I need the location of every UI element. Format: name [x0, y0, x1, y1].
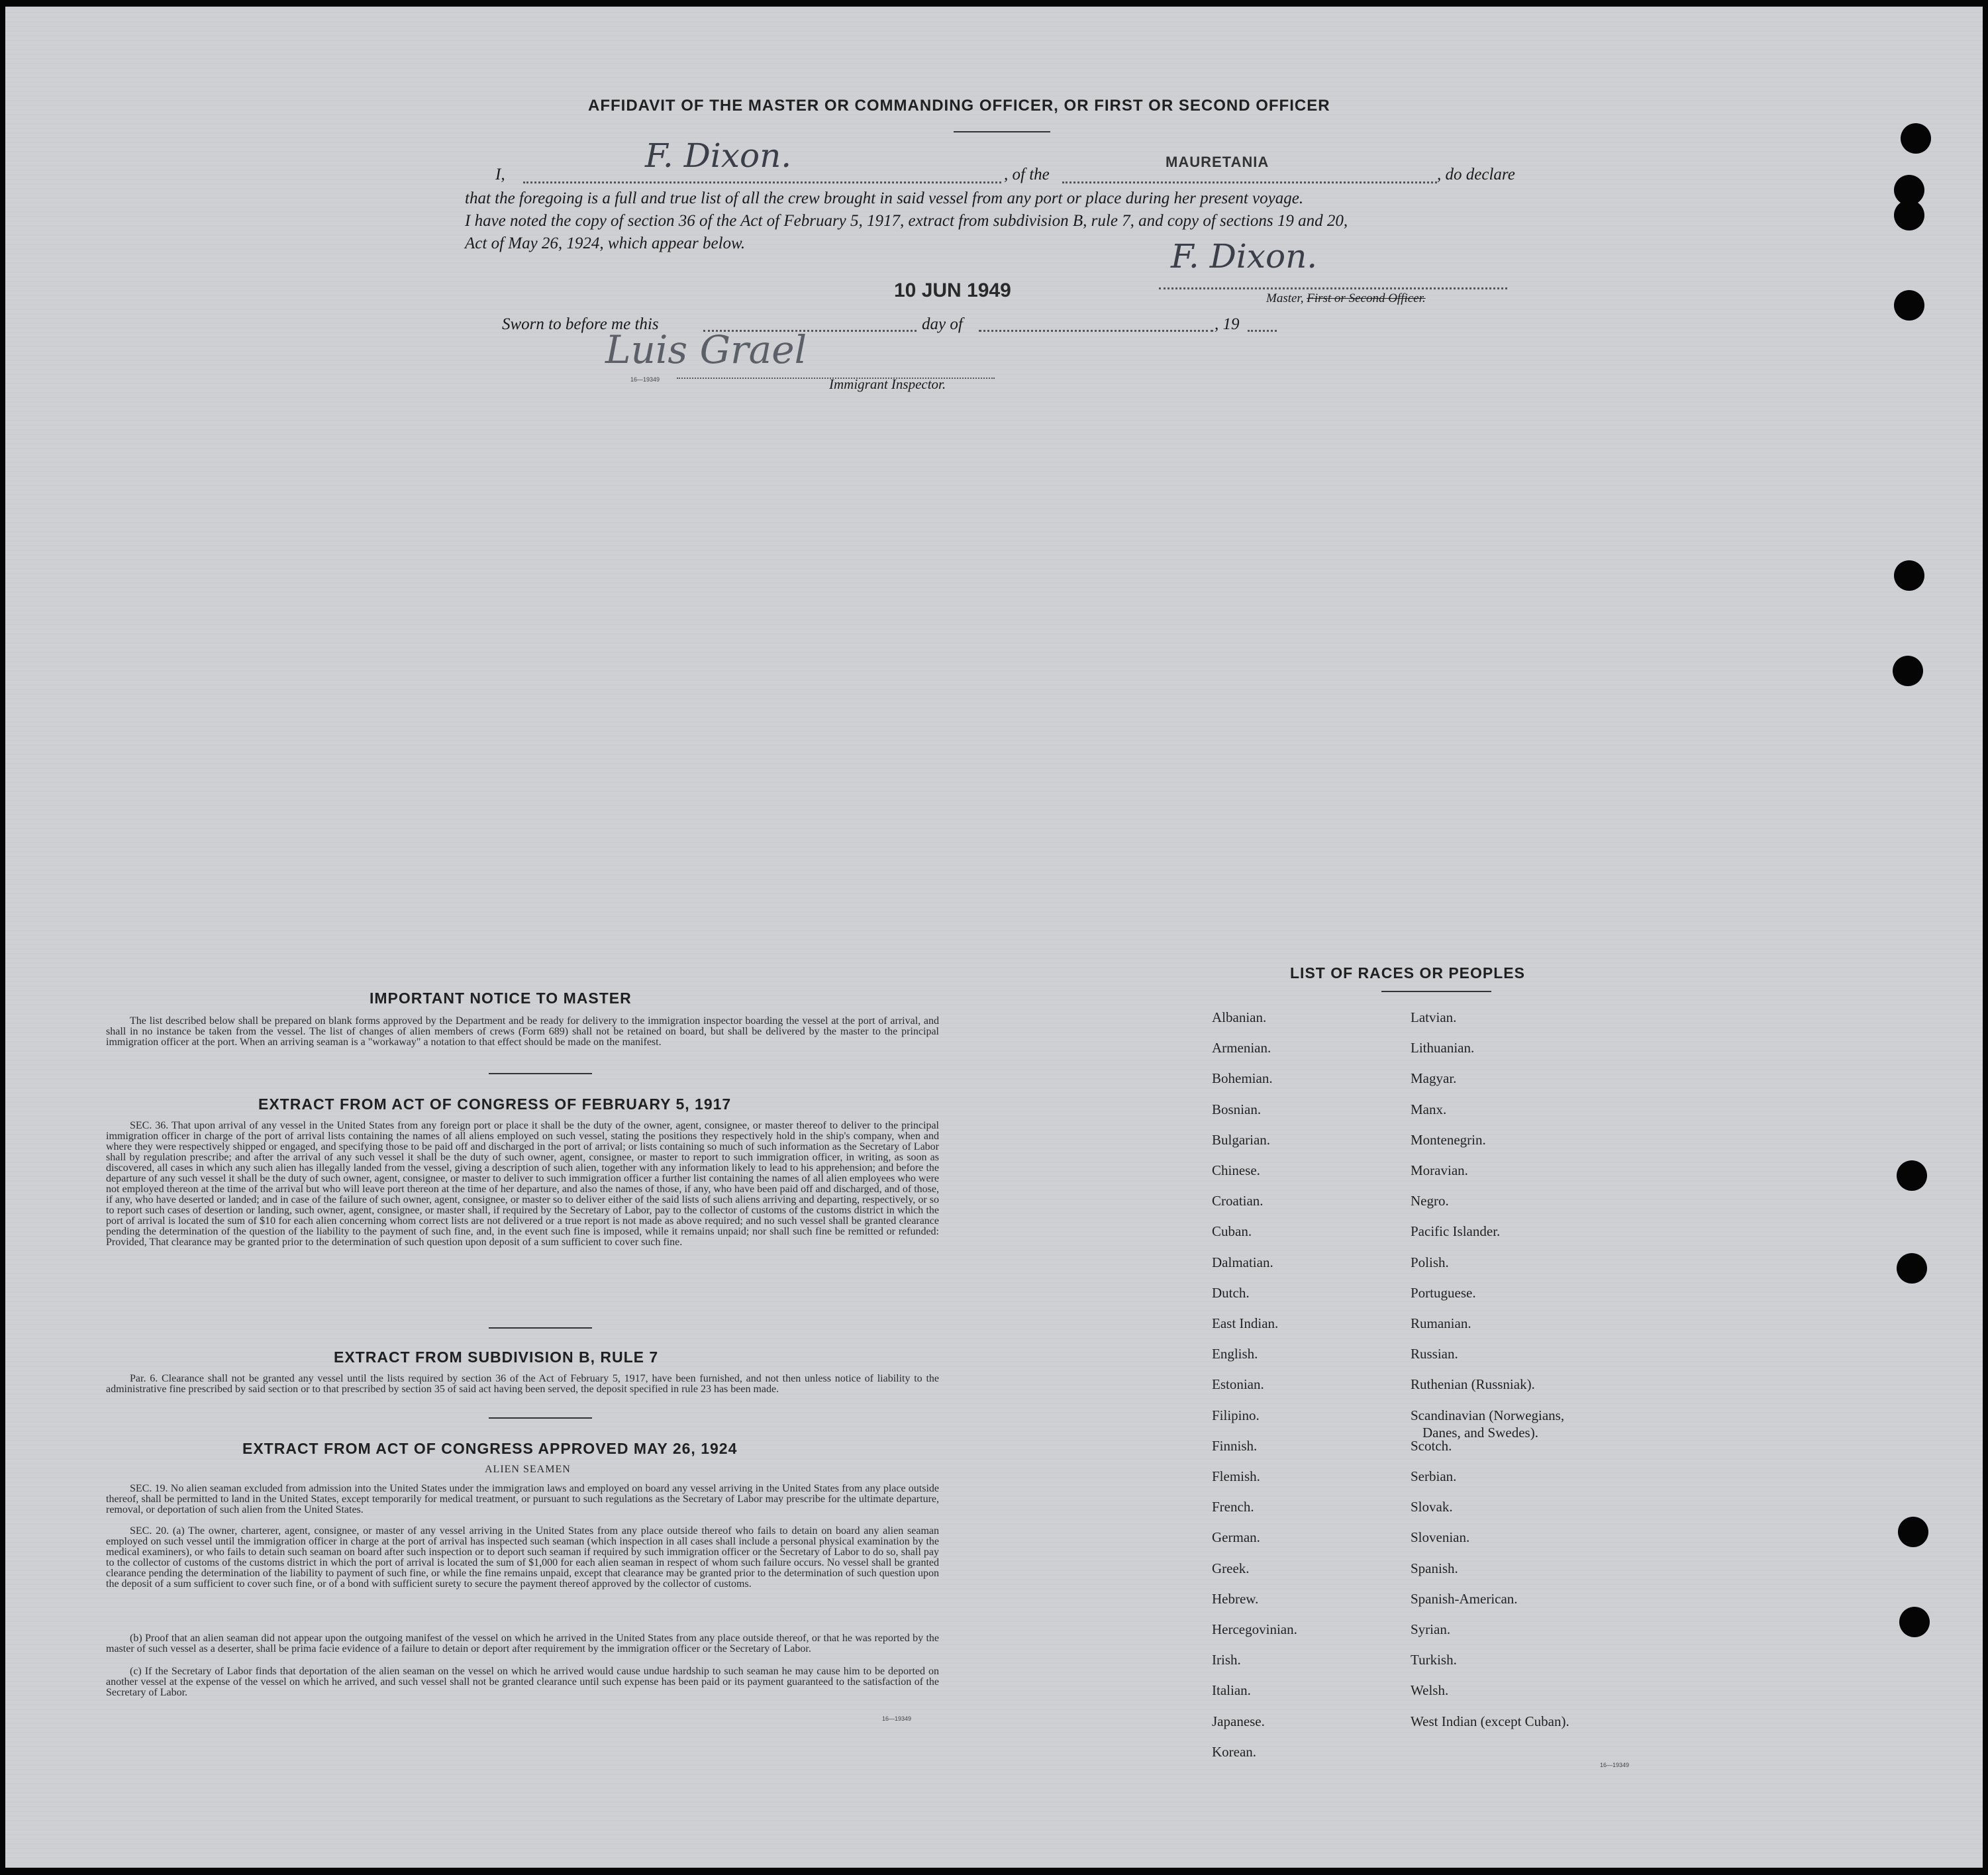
punch-hole [1894, 200, 1924, 230]
struck-caption-text: First or Second Officer. [1307, 291, 1426, 305]
punch-hole [1894, 560, 1924, 591]
sworn-year-line [1248, 322, 1277, 332]
race-item: Japanese. [1212, 1713, 1265, 1729]
race-item: Slovak. [1411, 1499, 1453, 1515]
affidavit-title-rule [954, 131, 1050, 132]
punch-hole [1894, 290, 1924, 321]
affidavit-line-1: that the foregoing is a full and true list of all the crew brought in said vessel from any port or place during her present voyage. [465, 189, 1304, 207]
race-item: Croatian. [1212, 1193, 1264, 1209]
race-item: Filipino. [1212, 1407, 1260, 1423]
officer-name-signature: F. Dixon. [645, 136, 792, 175]
race-item: Scotch. [1411, 1437, 1452, 1454]
race-item: West Indian (except Cuban). [1411, 1713, 1569, 1729]
race-item: Korean. [1212, 1743, 1257, 1760]
master-signature-line [1159, 281, 1507, 289]
of-the-label: , of the [1004, 166, 1050, 183]
notice-body: The list described below shall be prepared on blank forms approved by the Department and be ready for delivery to the immigration inspector boarding the vessel at the port of arrival, and shall in no instance be taken from the vessel. The list of changes of alien members of crews (Form 689) shall not be retained on board, but shall be delivered by the master to the principal immigration officer at the port. When an arriving seaman is a "workaway" a notation to that effect should be made on the manifest. [106, 1015, 939, 1048]
race-item: Spanish-American. [1411, 1590, 1518, 1607]
race-item: Hercegovinian. [1212, 1621, 1297, 1637]
race-item: Bulgarian. [1212, 1131, 1271, 1148]
extract-1924-subtitle: ALIEN SEAMEN [485, 1464, 571, 1475]
extract-1917-body: SEC. 36. That upon arrival of any vessel in the United States from any foreign port or place it shall be the duty of the owner, agent, consignee, or master thereof to deliver to the principal immigration officer in charge of the port of arrival lists containing the names of all aliens employed on such vessel, stating the positions they respectively hold in the ship's company, when and where they were respectively shipped or engaged, and specifying those to be paid off and discharged in the port of arrival; or lists containing so much of such information as the Secretary of Labor shall by regulation prescribe; and after the arrival of any such vessel it shall be the duty of such owner, agent, consignee, or master to report to such immigration officer, in writing, as soon as discovered, all cases in which any such alien has illegally landed from the vessel, giving a description of such alien, together with any information likely to lead to his apprehension; and before the departure of any such vessel it shall be the duty of such owner, agent, consignee, or master to deliver to such immigration officer a further list containing the names of all alien employees who were not employed thereon at the time of the arrival but who will leave port thereon at the time of her departure, and also the names of those, if any, who have been paid off and discharged, and of those, if any, who have deserted or landed; and in case of the failure of such owner, agent, consignee, or master so to deliver either of the said lists of such aliens arriving and departing, respectively, or so to report such cases of desertion or landing, such owner, agent, consignee, or master shall, if required by the Secretary of Labor, pay to the collector of customs of the customs district in which the port of arrival is located the sum of $10 for each alien concerning whom correct lists are not delivered or a true report is not made as above required; and no such vessel shall be granted clearance pending the determination of the question of the liability to the payment of such fine, and, in the event such fine is imposed, while it remains unpaid; nor shall such fine be remitted or refunded: Provided, That clearance may be granted prior to the determination of such question upon deposit of a sum sufficient to cover such fine. [106, 1120, 939, 1248]
race-item: Magyar. [1411, 1070, 1457, 1087]
race-item: Welsh. [1411, 1682, 1449, 1699]
race-item: Spanish. [1411, 1560, 1458, 1576]
sworn-month-line [979, 322, 1213, 332]
punch-hole [1899, 1607, 1930, 1637]
race-item: Moravian. [1411, 1162, 1468, 1178]
race-item: Turkish. [1411, 1652, 1457, 1668]
race-item: Serbian. [1411, 1468, 1457, 1484]
day-of-label: day of [922, 315, 963, 333]
race-item: Rumanian. [1411, 1315, 1471, 1331]
race-item: Negro. [1411, 1193, 1449, 1209]
races-title: LIST OF RACES OR PEOPLES [1290, 964, 1525, 982]
race-item: English. [1212, 1346, 1258, 1362]
race-item: East Indian. [1212, 1315, 1279, 1331]
race-item: Latvian. [1411, 1009, 1457, 1025]
year-label: , 19 [1215, 315, 1240, 333]
date-stamp: 10 JUN 1949 [894, 279, 1011, 301]
race-item: Lithuanian. [1411, 1040, 1475, 1056]
extract-1924-sec20a: SEC. 20. (a) The owner, charterer, agent, consignee, or master of any vessel arriving in the United States from any place outside thereof who fails to detain on board any alien seaman employed on such vessel until the immigration officer in charge at the port of arrival has inspected such seaman (which inspection in all cases shall include a personal physical examination by the medical examiners), or who fails to detain such seaman on board after such inspection or to deport such seaman if required by such immigration officer or the Secretary of Labor to do so, shall pay to the collector of customs of the customs district in which the port of arrival is located the sum of $1,000 for each alien seaman in respect of whom such failure occurs. No vessel shall be granted clearance pending the determination of the liability to payment of such fine, or while the fine remains unpaid, except that clearance may be granted prior to the determination of such question upon the deposit of a sum sufficient to cover such fine, or of a bond with sufficient surety to secure the payment thereof approved by the collector of customs. [106, 1525, 939, 1590]
race-item: Irish. [1212, 1652, 1241, 1668]
race-item: Italian. [1212, 1682, 1251, 1699]
punch-hole [1898, 1517, 1928, 1547]
inspector-signature: Luis Grael [605, 327, 807, 372]
race-item: German. [1212, 1529, 1260, 1546]
i-label: I, [495, 166, 505, 183]
document-page [5, 7, 1983, 1868]
race-item: Dutch. [1212, 1284, 1250, 1301]
race-item: Bosnian. [1212, 1101, 1262, 1117]
master-signature: F. Dixon. [1171, 237, 1318, 276]
race-item: Flemish. [1212, 1468, 1260, 1484]
race-item: Manx. [1411, 1101, 1447, 1117]
affidavit-line-2: I have noted the copy of section 36 of the Act of February 5, 1917, extract from subdivision B, rule 7, and copy of sections 19 and 20, [465, 212, 1348, 230]
sworn-label: Sworn to before me this [502, 315, 659, 333]
race-item: Armenian. [1212, 1040, 1271, 1056]
race-item: Danes, and Swedes). [1422, 1424, 1538, 1441]
affidavit-title: AFFIDAVIT OF THE MASTER OR COMMANDING OFFICER, OR FIRST OR SECOND OFFICER [588, 97, 1330, 115]
punch-hole [1897, 1253, 1927, 1284]
race-item: Hebrew. [1212, 1590, 1259, 1607]
race-item: Scandinavian (Norwegians, [1411, 1407, 1565, 1423]
race-item: Pacific Islander. [1411, 1223, 1501, 1240]
master-caption [1266, 291, 1426, 306]
race-item: Portuguese. [1411, 1284, 1476, 1301]
extract-1917-rule [489, 1327, 592, 1329]
extract-1924-form-number: 16—19349 [882, 1715, 912, 1722]
affidavit-form-number: 16—19349 [630, 376, 660, 383]
extract-1924-title: EXTRACT FROM ACT OF CONGRESS APPROVED MAY 26, 1924 [242, 1440, 738, 1457]
affidavit-line-3: Act of May 26, 1924, which appear below. [465, 234, 746, 252]
races-title-rule [1381, 991, 1491, 992]
inspector-caption: Immigrant Inspector. [829, 376, 946, 392]
punch-hole [1901, 123, 1931, 154]
race-item: Polish. [1411, 1254, 1449, 1270]
race-item: Greek. [1212, 1560, 1250, 1576]
race-item: Montenegrin. [1411, 1131, 1486, 1148]
race-item: Dalmatian. [1212, 1254, 1273, 1270]
punch-hole [1897, 1160, 1927, 1191]
race-item: Chinese. [1212, 1162, 1260, 1178]
extract-1917-title: EXTRACT FROM ACT OF CONGRESS OF FEBRUARY 5, 1917 [258, 1095, 732, 1113]
vessel-name: MAURETANIA [1166, 154, 1269, 170]
race-item: Syrian. [1411, 1621, 1451, 1637]
extract-1924-sec20b: (b) Proof that an alien seaman did not appear upon the outgoing manifest of the vessel on which he arrived in the United States from any place outside thereof, or that he was reported by the master of such vessel as a deserter, shall be prima facie evidence of a failure to detain or deport after requirement by the immigration officer or the Secretary of Labor. [106, 1633, 939, 1654]
race-item: Ruthenian (Russniak). [1411, 1376, 1535, 1393]
race-item: Bohemian. [1212, 1070, 1273, 1087]
notice-rule [489, 1073, 592, 1074]
race-item: Cuban. [1212, 1223, 1252, 1240]
race-item: Russian. [1411, 1346, 1458, 1362]
rule7-rule [489, 1417, 592, 1419]
race-item: French. [1212, 1499, 1254, 1515]
notice-title: IMPORTANT NOTICE TO MASTER [370, 989, 632, 1007]
extract-1924-sec19: SEC. 19. No alien seaman excluded from admission into the United States under the immigration laws and employed on board any vessel arriving in the United States from any place outside thereof, shall be permitted to land in the United States, except temporarily for medical treatment, or pursuant to such regulations as the Secretary of Labor may prescribe for the ultimate departure, removal, or deportation of such alien from the United States. [106, 1483, 939, 1515]
vessel-name-line [1062, 172, 1437, 183]
master-caption-text: Master, [1266, 291, 1304, 305]
race-item: Slovenian. [1411, 1529, 1470, 1546]
punch-hole [1893, 656, 1923, 686]
rule7-body: Par. 6. Clearance shall not be granted any vessel until the lists required by section 36 of the Act of February 5, 1917, have been furnished, and not then unless notice of liability to the administrative fine prescribed by said section or to that prescribed by section 35 of said act having been served, the deposit specified in rule 23 has been made. [106, 1373, 939, 1395]
races-form-number: 16—19349 [1600, 1762, 1630, 1768]
do-declare-label: , do declare [1437, 166, 1515, 183]
extract-1924-sec20c: (c) If the Secretary of Labor finds that deportation of the alien seaman on the vessel on which he arrived would cause undue hardship to such seaman he may cause him to be deported on another vessel at the expense of the vessel on which he arrived, and such vessel shall not be granted clearance until such expense has been paid or its payment guaranteed to the satisfaction of the Secretary of Labor. [106, 1666, 939, 1698]
rule7-title: EXTRACT FROM SUBDIVISION B, RULE 7 [334, 1348, 659, 1366]
race-item: Albanian. [1212, 1009, 1267, 1025]
race-item: Finnish. [1212, 1437, 1258, 1454]
race-item: Estonian. [1212, 1376, 1264, 1393]
